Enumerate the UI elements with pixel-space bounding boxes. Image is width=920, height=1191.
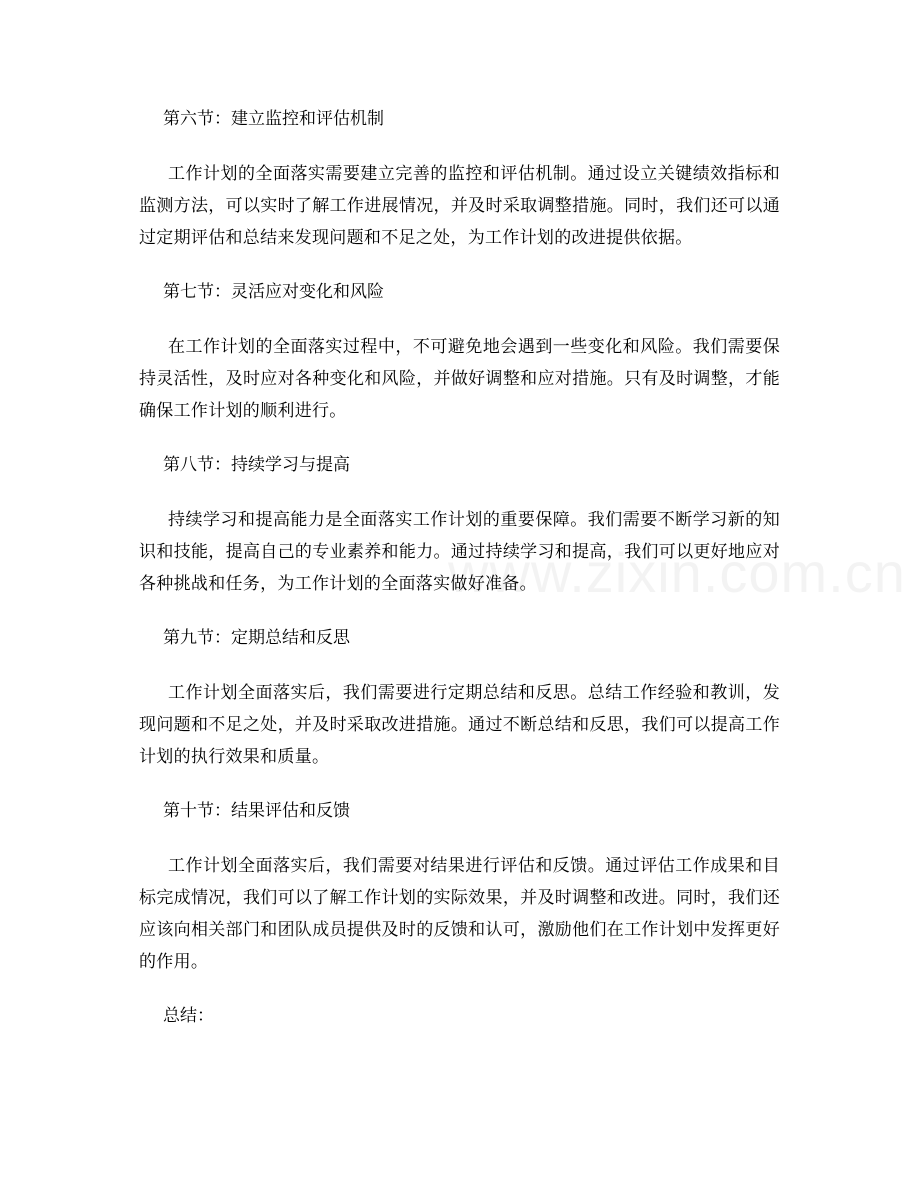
- section-7-heading: 第七节：灵活应对变化和风险: [163, 282, 384, 302]
- section-8-body: 持续学习和提高能力是全面落实工作计划的重要保障。我们需要不断学习新的知识和技能，提高自己的专业素养和能力。通过持续学习和提高，我们可以更好地应对各种挑战和任务，为工作计划的全面落实做好准备。: [139, 510, 780, 594]
- summary-label: 总结：: [163, 1006, 214, 1026]
- section-10-body: 工作计划全面落实后，我们需要对结果进行评估和反馈。通过评估工作成果和目标完成情况，我们可以了解工作计划的实际效果，并及时调整和改进。同时，我们还应该向相关部门和团队成员提供及时的反馈和认可，激励他们在工作计划中发挥更好的作用。: [139, 856, 780, 972]
- watermark-text: [448, 540, 906, 605]
- section-6-heading: 第六节：建立监控和评估机制: [163, 109, 384, 129]
- section-7-body: 在工作计划的全面落实过程中，不可避免地会遇到一些变化和风险。我们需要保持灵活性，及时应对各种变化和风险，并做好调整和应对措施。只有及时调整，才能确保工作计划的顺利进行。: [139, 337, 780, 421]
- section-6-body: 工作计划的全面落实需要建立完善的监控和评估机制。通过设立关键绩效指标和监测方法，可以实时了解工作进展情况，并及时采取调整措施。同时，我们还可以通过定期评估和总结来发现问题和不足之处，为工作计划的改进提供依据。: [139, 164, 780, 248]
- section-9-heading: 第九节：定期总结和反思: [163, 628, 350, 648]
- section-10-heading: 第十节：结果评估和反馈: [163, 801, 350, 821]
- section-9-body: 工作计划全面落实后，我们需要进行定期总结和反思。总结工作经验和教训，发现问题和不足之处，并及时采取改进措施。通过不断总结和反思，我们可以提高工作计划的执行效果和质量。: [139, 683, 780, 767]
- section-8-heading: 第八节：持续学习与提高: [163, 455, 350, 475]
